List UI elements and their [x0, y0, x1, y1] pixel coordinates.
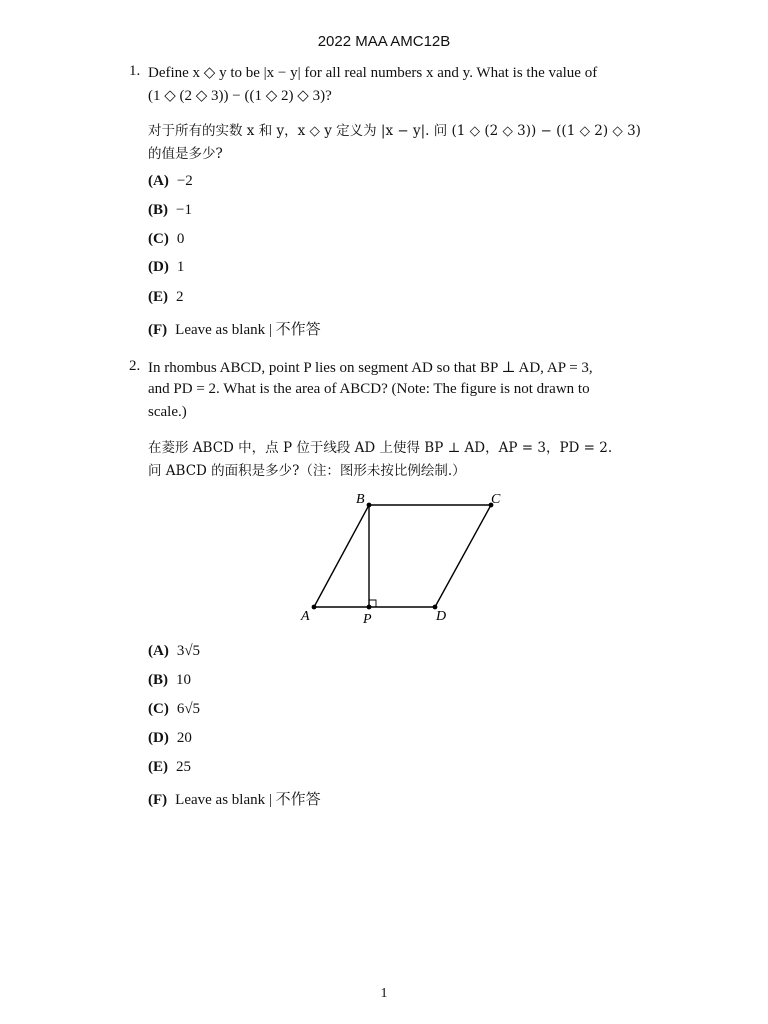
answer-option-d[interactable]: (D) 1 [148, 259, 185, 275]
answer-option-f[interactable]: (F) Leave as blank | 不作答 [148, 322, 321, 338]
answer-option-a[interactable]: (A) 3√5 [148, 643, 201, 659]
question-text-cn-line1: 在菱形 ABCD 中，点 P 位于线段 AD 上使得 BP ⊥ AD，AP = 3，PD = 2. [148, 440, 613, 456]
point-b [367, 503, 372, 508]
answer-option-e[interactable]: (E) 25 [148, 759, 191, 775]
question-text-en-line3: scale.) [148, 404, 187, 420]
question-text-en-line2: (1 ◇ (2 ◇ 3)) − ((1 ◇ 2) ◇ 3)? [148, 88, 332, 104]
answer-option-d[interactable]: (D) 20 [148, 730, 192, 746]
point-p [367, 605, 372, 610]
side-ab [314, 505, 369, 607]
rhombus-figure [296, 488, 512, 630]
side-cd [435, 505, 491, 607]
label-d: D [436, 609, 447, 624]
answer-option-c[interactable]: (C) 6√5 [148, 701, 201, 717]
answer-option-c[interactable]: (C) 0 [148, 231, 185, 247]
label-c: C [491, 492, 501, 507]
answer-option-f[interactable]: (F) Leave as blank | 不作答 [148, 792, 321, 808]
answer-option-b[interactable]: (B) 10 [148, 672, 191, 688]
answer-option-b[interactable]: (B) −1 [148, 202, 192, 218]
question-number: 1. [129, 63, 141, 79]
page-number: 1 [380, 986, 388, 1001]
question-text-cn-line1: 对于所有的实数 x 和 y，x ◇ y 定义为 |x − y|. 问 (1 ◇ (2 ◇ 3)) − ((1 ◇ 2) ◇ 3) [148, 123, 641, 139]
label-b: B [356, 492, 365, 507]
label-p: P [363, 612, 372, 627]
answer-option-e[interactable]: (E) 2 [148, 289, 184, 305]
question-text-en-line2: and PD = 2. What is the area of ABCD? (Note: The figure is not drawn to [148, 381, 590, 397]
question-text-cn-line2: 的值是多少? [148, 146, 223, 162]
question-text-en-line1: In rhombus ABCD, point P lies on segment AD so that BP ⊥ AD, AP = 3, [148, 360, 593, 376]
point-a [312, 605, 317, 610]
question-text-en-line1: Define x ◇ y to be |x − y| for all real numbers x and y. What is the value of [148, 65, 598, 81]
question-number: 2. [129, 358, 141, 374]
page-title: 2022 MAA AMC12B [317, 33, 451, 50]
answer-option-a[interactable]: (A) −2 [148, 173, 193, 189]
question-text-cn-line2: 问 ABCD 的面积是多少?（注：图形未按比例绘制.） [148, 463, 466, 479]
label-a: A [301, 609, 310, 624]
